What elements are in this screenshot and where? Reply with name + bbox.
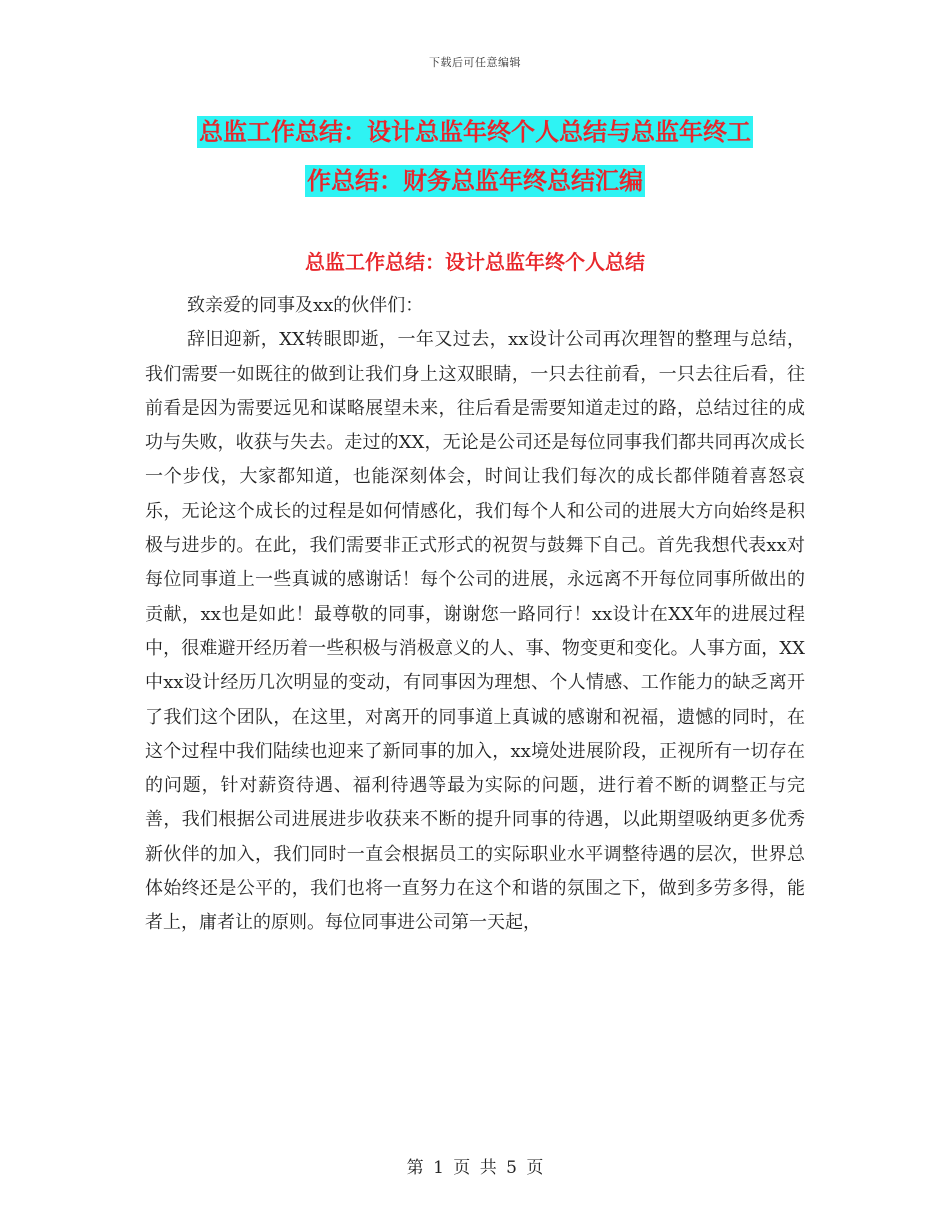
page-footer: 第 1 页 共 5 页 [406,1158,544,1178]
greeting-line: 致亲爱的同事及xx的伙伴们： [187,295,424,316]
main-title-line-2: 作总结：财务总监年终总结汇编 [307,167,643,195]
document-body [145,289,805,941]
main-title-line-1: 总监工作总结：设计总监年终个人总结与总监年终工 [199,118,751,146]
body-paragraph: 辞旧迎新，XX转眼即逝，一年又过去，xx设计公司再次理智的整理与总结，我们需要一如既往的做到让我们身上这双眼睛，一只去往前看，一只去往后看，往前看是因为需要远见和谋略展望未来，往后看是需要知道走过的路，总结过往的成功与失败，收获与失去。走过的XX，无论是公司还是每位同事我们都共同再次成长一个步伐，大家都知道，也能深刻体会，时间让我们每次的成长都伴随着喜怒哀乐，无论这个成长的过程是如何情感化，我们每个人和公司的进展大方向始终是积极与进步的。在此，我们需要非正式形式的祝贺与鼓舞下自己。首先我想代表xx对每位同事道上一些真诚的感谢话！每个公司的进展，永远离不开每位同事所做出的贡献，xx也是如此！最尊敬的同事，谢谢您一路同行！xx设计在XX年的进展过程中，很难避开经历着一些积极与消极意义的人、事、物变更和变化。人事方面，XX中xx设计经历几次明显的变动，有同事因为理想、个人情感、工作能力的缺乏离开了我们这个团队，在这里，对离开的同事道上真诚的感谢和祝福，遗憾的同时，在这个过程中我们陆续也迎来了新同事的加入，xx境处进展阶段，正视所有一切存在的问题，针对薪资待遇、福利待遇等最为实际的问题，进行着不断的调整正与完善，我们根据公司进展进步收获来不断的提升同事的待遇，以此期望吸纳更多优秀新伙伴的加入，我们同时一直会根据员工的实际职业水平调整待遇的层次，世界总体始终还是公平的，我们也将一直努力在这个和谐的氛围之下，做到多劳多得，能者上，庸者让的原则。每位同事进公司第一天起， [145,329,805,934]
header-note: 下载后可任意编辑 [429,56,521,69]
document-main-title [120,108,830,206]
section-title: 总监工作总结：设计总监年终个人总结 [305,250,645,274]
